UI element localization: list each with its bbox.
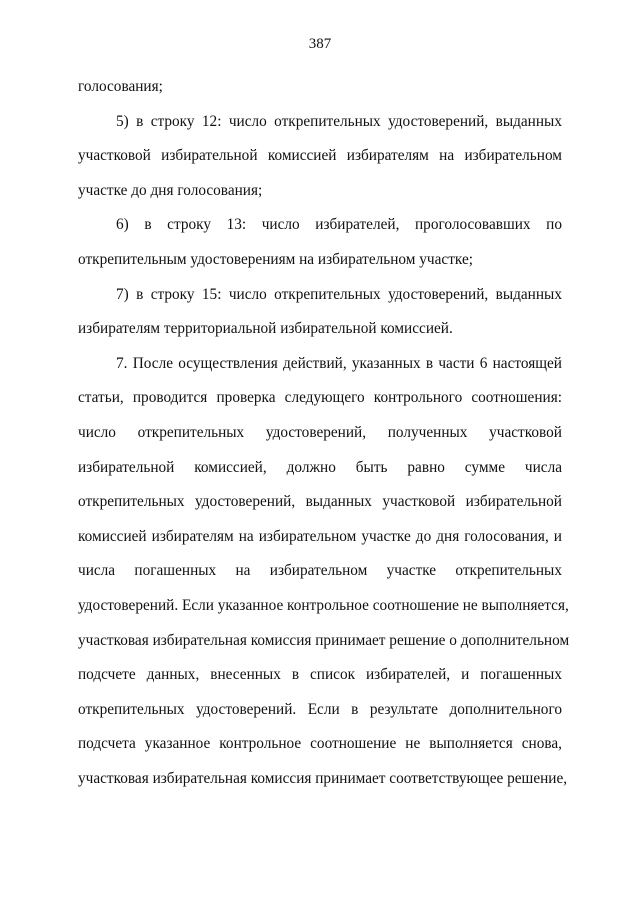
text-line: участковая избирательная комиссия принимает соответствующее решение, [78, 769, 568, 787]
text-line: открепительных удостоверений, выданных участковой избирательной [78, 493, 562, 511]
text-line: подсчета указанное контрольное соотношение не выполняется снова, [78, 735, 562, 753]
text-line: комиссией избирателям на избирательном участке до дня голосования, и [78, 527, 562, 545]
text-line: число открепительных удостоверений, полученных участковой [78, 423, 562, 441]
text-line: 7. После осуществления действий, указанных в части 6 настоящей [116, 354, 562, 372]
page-number: 387 [308, 36, 332, 52]
document-body [78, 70, 570, 796]
text-line: статьи, проводится проверка следующего контрольного соотношения: [78, 389, 562, 407]
text-line: избирательной комиссией, должно быть равно сумме числа [78, 458, 562, 476]
text-line: 6) в строку 13: число избирателей, проголосовавших по [116, 216, 562, 234]
text-line: участковой избирательной комиссией избирателям на избирательном [78, 147, 562, 165]
text-line: удостоверений. Если указанное контрольное соотношение не выполняется, [78, 596, 569, 614]
text-line: голосования; [78, 78, 163, 95]
text-line: открепительным удостоверениям на избирательном участке; [78, 250, 473, 268]
text-line: открепительных удостоверений. Если в результате дополнительного [78, 700, 562, 718]
text-line: участке до дня голосования; [78, 181, 263, 199]
text-line: избирателям территориальной избирательной комиссией. [78, 320, 453, 338]
text-line: подсчете данных, внесенных в список избирателей, и погашенных [78, 666, 562, 684]
text-line: участковая избирательная комиссия принимает решение о дополнительном [78, 631, 570, 649]
text-line: 5) в строку 12: число открепительных удостоверений, выданных [116, 112, 562, 130]
text-line: числа погашенных на избирательном участке открепительных [78, 562, 562, 580]
text-line: 7) в строку 15: число открепительных удостоверений, выданных [116, 285, 562, 303]
